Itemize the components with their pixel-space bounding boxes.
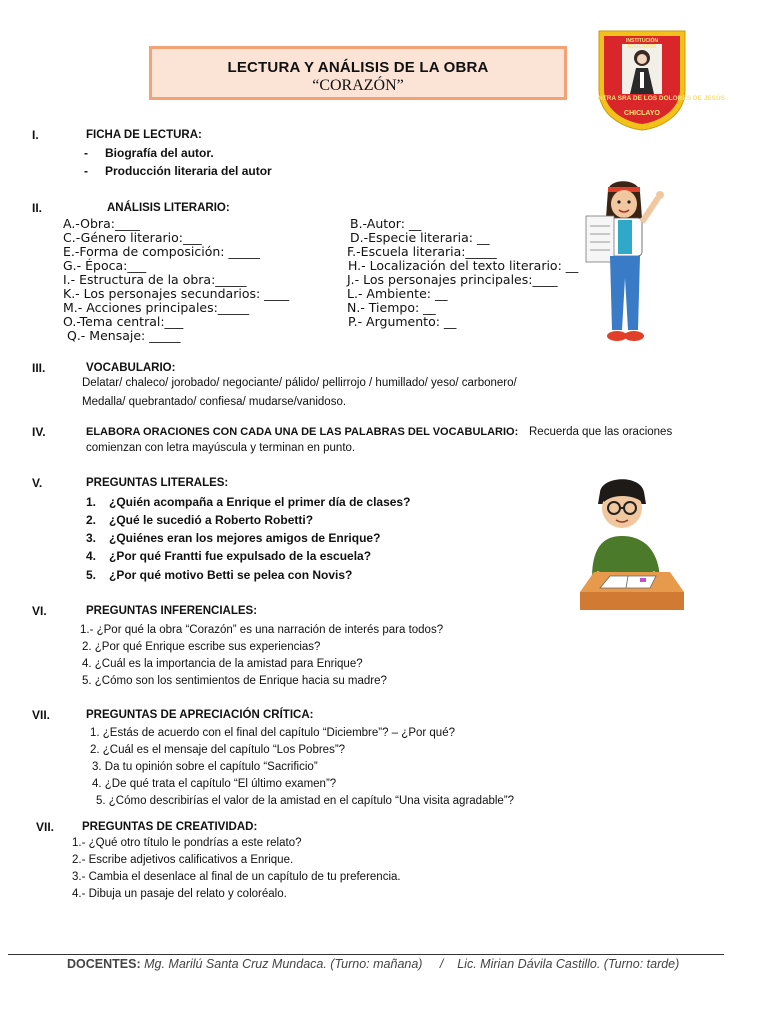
creativity-question: 4.- Dibuja un pasaje del relato y coloréalo.	[72, 888, 287, 900]
logo-text-top: INSTITUCIÓN EDUCATIVA	[626, 38, 658, 50]
footer-teacher-1: Mg. Marilú Santa Cruz Mundaca. (Turno: mañana)	[144, 957, 423, 971]
field-left: A.-Obra:____	[63, 216, 140, 231]
question-number: 2.	[86, 513, 97, 527]
field-right: B.-Autor: __	[350, 216, 422, 231]
field-right: L.- Ambiente: __	[347, 286, 448, 301]
section-5-title: PREGUNTAS LITERALES:	[86, 477, 229, 489]
section-7-number: VII.	[32, 708, 51, 722]
vocabulary-line-1: Delatar/ chaleco/ jorobado/ negociante/ pálido/ pellirrojo / humillado/ yeso/ carbonero/	[82, 377, 517, 389]
question-number: 4.	[86, 549, 97, 563]
section-3-number: III.	[32, 361, 46, 375]
section-2-number: II.	[32, 201, 43, 215]
section-3-title: VOCABULARIO:	[86, 362, 176, 374]
title-line-1: LECTURA Y ANÁLISIS DE LA OBRA	[227, 59, 489, 76]
literal-question: ¿Quiénes eran los mejores amigos de Enrique?	[109, 531, 381, 545]
creativity-question: 1.- ¿Qué otro título le pondrías a este relato?	[72, 837, 302, 849]
literal-question: ¿Quién acompaña a Enrique el primer día de clases?	[109, 495, 411, 509]
vocabulary-line-2: Medalla/ quebrantado/ confiesa/ mudarse/vanidoso.	[82, 396, 347, 408]
section-4-note-2: comienzan con letra mayúscula y terminan en punto.	[86, 442, 356, 454]
footer-label: DOCENTES:	[67, 957, 141, 971]
list-item: Biografía del autor.	[105, 146, 214, 160]
section-6-title: PREGUNTAS INFERENCIALES:	[86, 605, 258, 617]
literal-question: ¿Por qué motivo Betti se pelea con Novis?	[109, 568, 353, 582]
section-6-number: VI.	[32, 604, 47, 618]
section-5-number: V.	[32, 476, 43, 490]
critical-question: 2. ¿Cuál es el mensaje del capítulo “Los Pobres”?	[90, 744, 346, 756]
inferential-question: 1.- ¿Por qué la obra “Corazón” es una narración de interés para todos?	[80, 624, 444, 636]
critical-question: 3. Da tu opinión sobre el capítulo “Sacrificio”	[92, 761, 318, 773]
list-item: Producción literaria del autor	[105, 164, 272, 178]
creativity-question: 3.- Cambia el desenlace al final de un capítulo de tu preferencia.	[72, 871, 401, 883]
inferential-question: 2. ¿Por qué Enrique escribe sus experiencias?	[82, 641, 321, 653]
question-number: 5.	[86, 568, 97, 582]
field-right: J.- Los personajes principales:____	[347, 272, 558, 287]
field-right: N.- Tiempo: __	[347, 300, 436, 315]
field-right: P.- Argumento: __	[348, 314, 457, 329]
field-left: E.-Forma de composición: _____	[63, 244, 260, 259]
school-crest-logo	[596, 28, 726, 132]
critical-question: 4. ¿De qué trata el capítulo “El último examen”?	[92, 778, 337, 790]
field-right: H.- Localización del texto literario: __	[348, 258, 579, 273]
field-right: F.-Escuela literaria:_____	[347, 244, 497, 259]
title-line-2: “CORAZÓN”	[312, 77, 404, 94]
creativity-question: 2.- Escribe adjetivos calificativos a Enrique.	[72, 854, 294, 866]
title-box	[149, 46, 567, 100]
footer-separator: /	[439, 957, 444, 971]
footer-divider	[8, 954, 724, 955]
field-right: D.-Especie literaria: __	[350, 230, 490, 245]
logo-text-bottom: CHICLAYO	[624, 110, 660, 117]
section-1-number: I.	[32, 128, 39, 142]
section-7-title: PREGUNTAS DE APRECIACIÓN CRÍTICA:	[86, 709, 314, 721]
section-1-title: FICHA DE LECTURA:	[86, 129, 202, 141]
inferential-question: 5. ¿Cómo son los sentimientos de Enrique hacia su madre?	[82, 675, 387, 687]
section-4-number: IV.	[32, 425, 46, 439]
student-girl-illustration	[580, 178, 670, 350]
question-number: 1.	[86, 495, 97, 509]
field-left: O.-Tema central:___	[63, 314, 184, 329]
section-2-title: ANÁLISIS LITERARIO:	[107, 202, 230, 214]
section-8-number: VII.	[36, 820, 55, 834]
inferential-question: 4. ¿Cuál es la importancia de la amistad para Enrique?	[82, 658, 363, 670]
footer-teacher-2: Lic. Mirian Dávila Castillo. (Turno: tarde)	[457, 957, 680, 971]
field-left: I.- Estructura de la obra:_____	[63, 272, 247, 287]
critical-question: 1. ¿Estás de acuerdo con el final del capítulo “Diciembre”? – ¿Por qué?	[90, 727, 455, 739]
critical-question: 5. ¿Cómo describirías el valor de la amistad en el capítulo “Una visita agradable”?	[96, 795, 515, 807]
field-left: G.- Época:___	[63, 258, 147, 273]
section-8-title: PREGUNTAS DE CREATIVIDAD:	[82, 821, 258, 833]
logo-text-mid: NTRA SRA DE LOS DOLORES DE JESÚS	[598, 95, 726, 102]
literal-question: ¿Qué le sucedió a Roberto Robetti?	[109, 513, 314, 527]
field-left: K.- Los personajes secundarios: ____	[63, 286, 290, 301]
section-4-title: ELABORA ORACIONES CON CADA UNA DE LAS PALABRAS DEL VOCABULARIO:	[86, 426, 519, 438]
section-4-note: Recuerda que las oraciones	[529, 426, 673, 438]
field-left: C.-Género literario:___	[63, 230, 202, 245]
literal-question: ¿Por qué Frantti fue expulsado de la escuela?	[109, 549, 372, 563]
question-number: 3.	[86, 531, 97, 545]
field-left: M.- Acciones principales:_____	[63, 300, 250, 315]
list-item: -	[84, 146, 88, 160]
student-boy-illustration	[566, 474, 686, 614]
footer-teachers	[67, 957, 679, 971]
field-left: Q.- Mensaje: _____	[67, 328, 181, 343]
list-item: -	[84, 164, 88, 178]
